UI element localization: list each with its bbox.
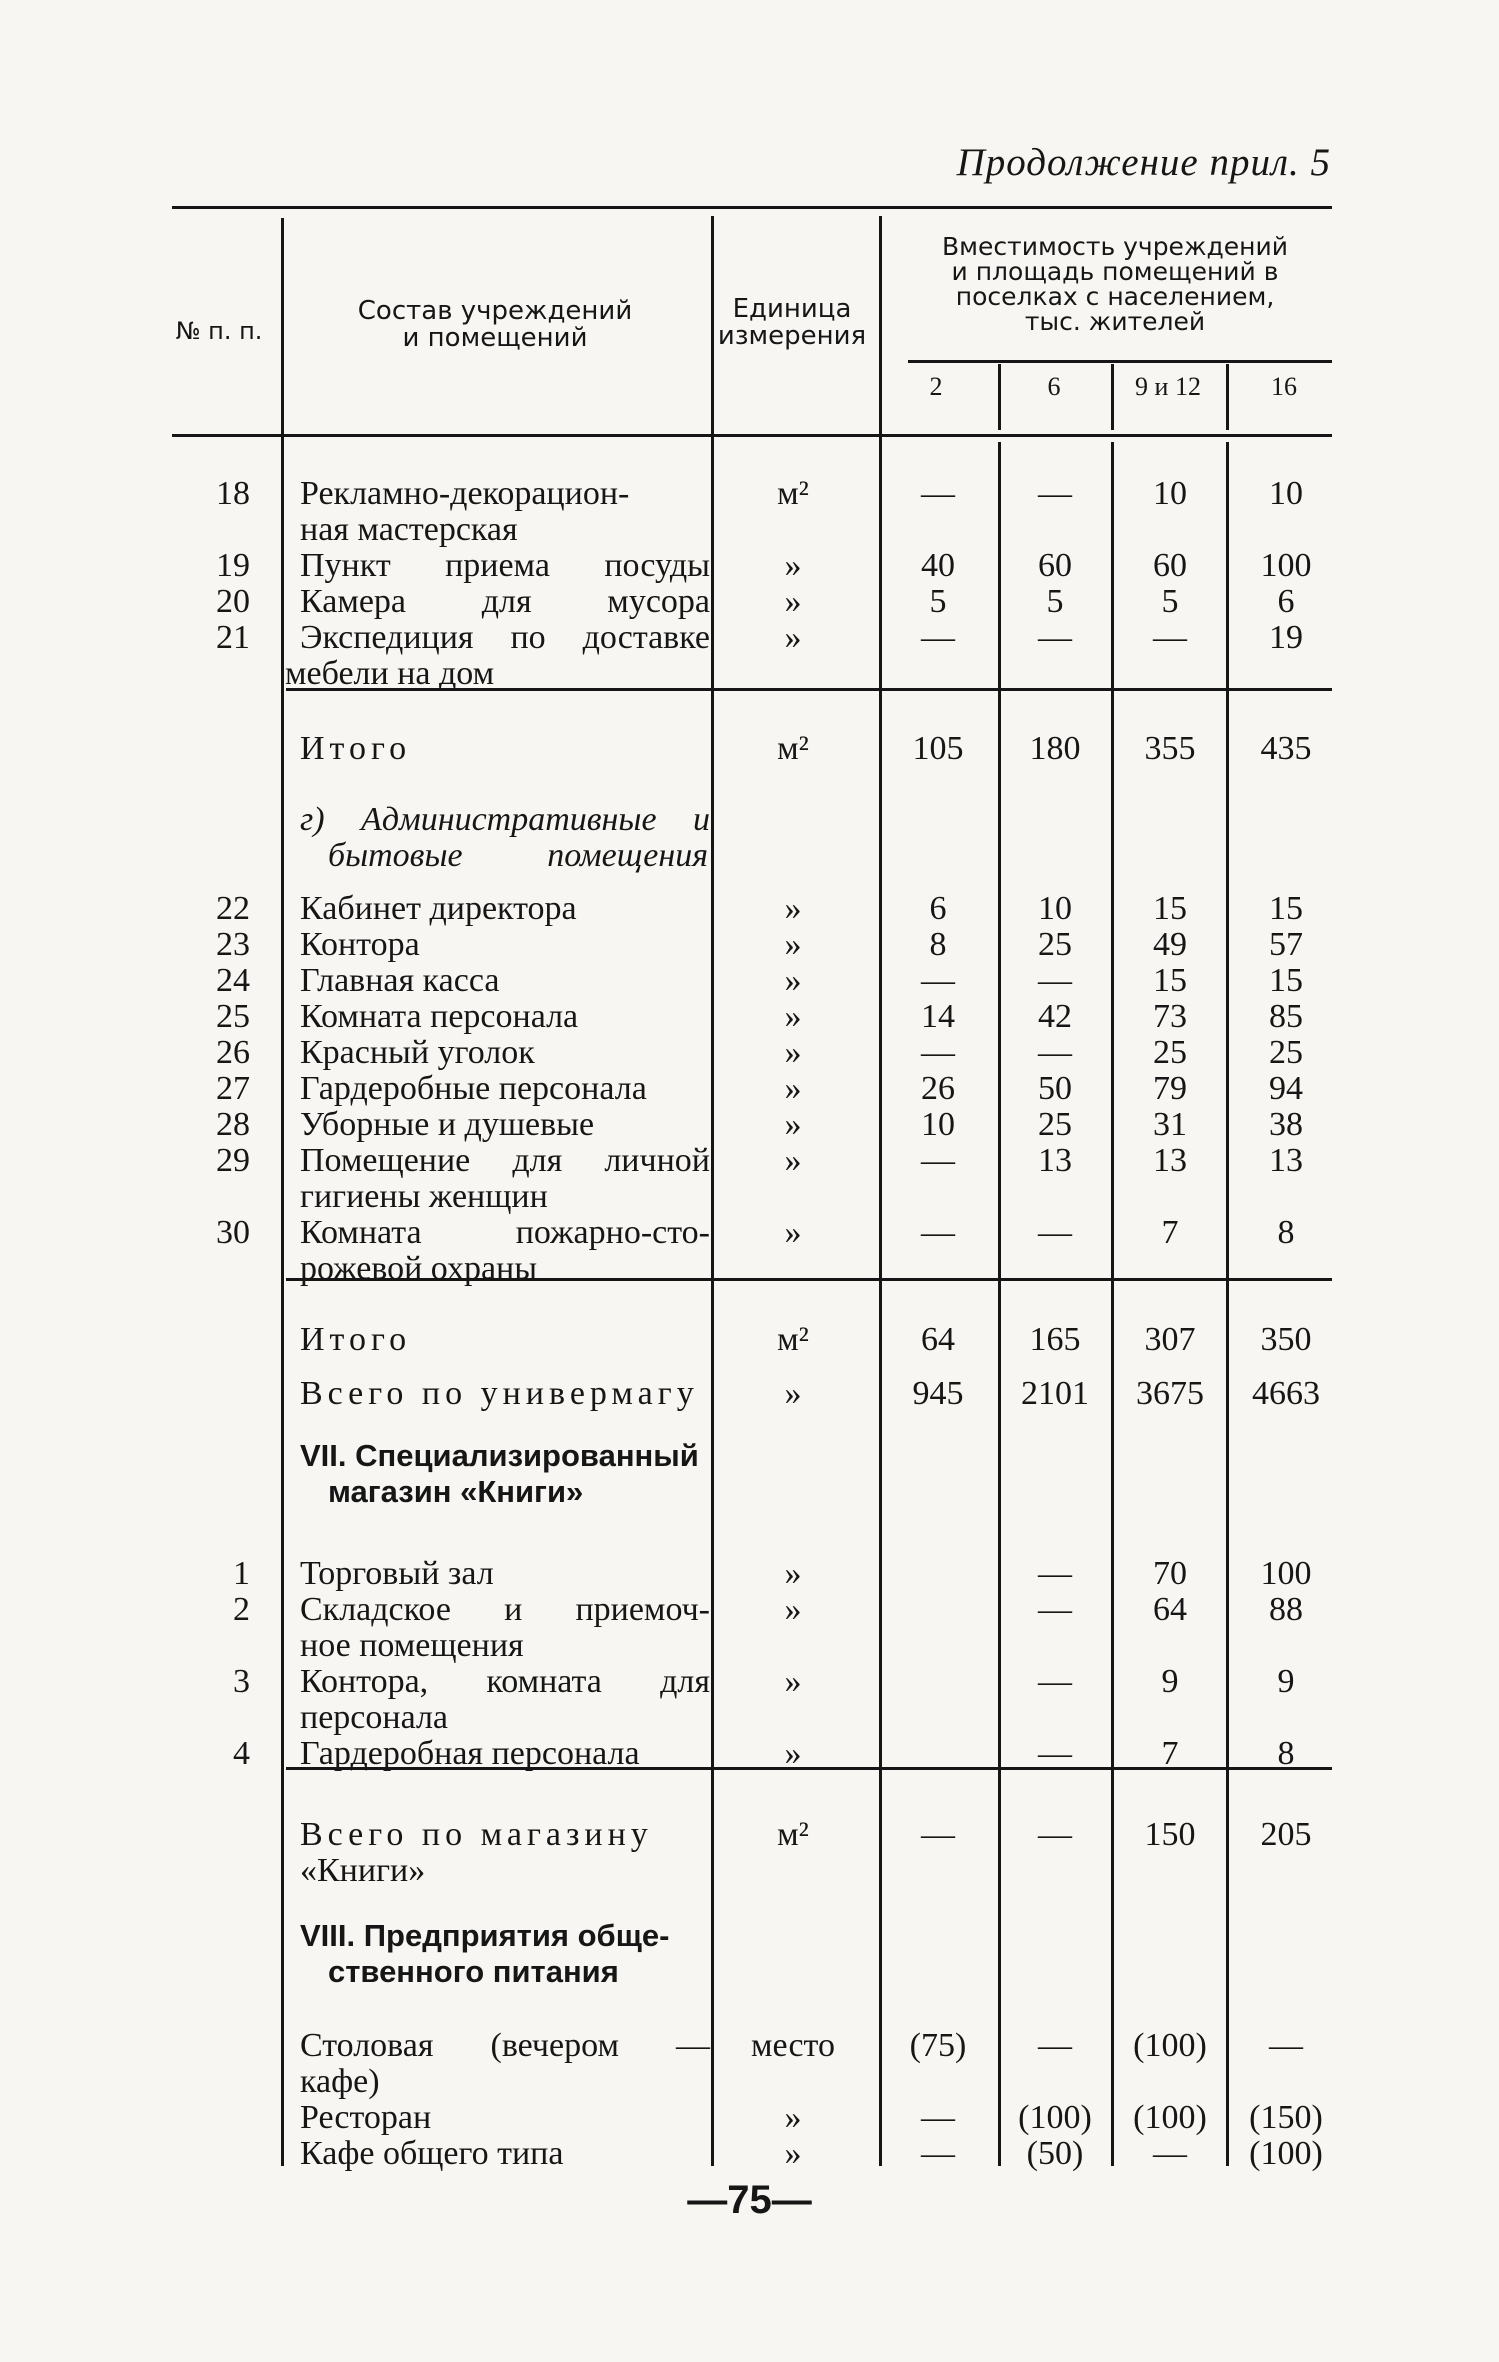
row-value-2: (75) <box>909 2027 967 2064</box>
row-name: г) Административные и <box>300 801 710 838</box>
row-value-6: — <box>1038 475 1072 512</box>
row-value-9-12: (100) <box>1133 2099 1207 2136</box>
row-value-6: 60 <box>1038 547 1072 584</box>
row-unit: » <box>784 1106 802 1143</box>
row-name: магазин «Книги» <box>328 1474 584 1509</box>
table-row <box>0 2100 1499 2136</box>
row-name: Красный уголок <box>300 1034 535 1071</box>
row-unit: » <box>784 2099 802 2136</box>
row-value-16: (150) <box>1249 2099 1323 2136</box>
table-row <box>0 2136 1499 2172</box>
row-value-9-12: 15 <box>1153 890 1187 927</box>
table-row <box>0 1700 1499 1736</box>
row-name: Пункт приема посуды <box>300 547 710 584</box>
row-value-16: 88 <box>1269 1591 1303 1628</box>
row-value-16: 6 <box>1277 583 1295 620</box>
row-name: Контора, комната для <box>300 1663 710 1700</box>
table-row <box>0 1817 1499 1853</box>
table-row <box>0 1853 1499 1889</box>
row-name: Итого <box>300 730 412 767</box>
row-name: Комната пожарно-сто- <box>300 1214 710 1251</box>
row-value-9-12: 355 <box>1144 730 1196 767</box>
row-value-9-12: 307 <box>1144 1321 1196 1358</box>
row-unit: место <box>751 2027 835 2064</box>
row-name: Главная касса <box>300 962 500 999</box>
row-value-2: — <box>921 1034 955 1071</box>
row-value-6: — <box>1038 2027 1072 2064</box>
row-value-2: 945 <box>912 1375 964 1412</box>
row-name: ное помещения <box>300 1627 524 1664</box>
row-name: VII. Специализированный <box>300 1438 699 1473</box>
row-value-9-12: 25 <box>1153 1034 1187 1071</box>
header-name-line2: и помещений <box>402 323 588 353</box>
subheader-6: 6 <box>1047 372 1061 401</box>
row-name: Камера для мусора <box>300 583 710 620</box>
table-row <box>0 999 1499 1035</box>
row-name: Рекламно-декорацион- <box>300 475 630 512</box>
row-number: 27 <box>216 1070 250 1107</box>
row-value-6: 180 <box>1029 730 1081 767</box>
row-name: Кафе общего типа <box>300 2135 564 2172</box>
row-value-9-12: 73 <box>1153 998 1187 1035</box>
row-value-2: 64 <box>921 1321 955 1358</box>
row-value-2: — <box>921 619 955 656</box>
header-capacity-line1: Вместимость учреждений <box>942 232 1288 261</box>
row-value-2: 10 <box>921 1106 955 1143</box>
column-separator <box>1226 364 1229 430</box>
row-name: гигиены женщин <box>300 1178 548 1215</box>
row-value-6: (50) <box>1026 2135 1084 2172</box>
table-row <box>0 656 1499 692</box>
row-name: Помещение для личной <box>300 1142 710 1179</box>
row-number: 20 <box>216 583 250 620</box>
row-name: Гардеробные персонала <box>300 1070 647 1107</box>
table-row <box>0 476 1499 512</box>
row-unit: » <box>784 1034 802 1071</box>
row-name: Уборные и душевые <box>300 1106 595 1143</box>
header-capacity <box>890 234 1340 334</box>
header-capacity-line3: поселках с населением, <box>955 282 1275 311</box>
header-unit <box>712 296 872 350</box>
row-value-16: 8 <box>1277 1735 1295 1772</box>
row-value-6: 2101 <box>1021 1375 1089 1412</box>
row-unit: » <box>784 890 802 927</box>
row-value-2: 5 <box>929 583 947 620</box>
row-unit: » <box>784 583 802 620</box>
row-value-16: 15 <box>1269 890 1303 927</box>
row-value-6: (100) <box>1018 2099 1092 2136</box>
row-value-16: 85 <box>1269 998 1303 1035</box>
row-value-9-12: 10 <box>1153 475 1187 512</box>
row-value-9-12: 70 <box>1153 1555 1187 1592</box>
table-row <box>0 584 1499 620</box>
row-name: Всего по универмагу <box>300 1375 699 1412</box>
table-row <box>0 1251 1499 1287</box>
row-unit: » <box>784 1142 802 1179</box>
row-value-9-12: (100) <box>1133 2027 1207 2064</box>
table-row <box>0 1376 1499 1412</box>
row-number: 24 <box>216 962 250 999</box>
column-separator <box>1111 364 1114 430</box>
row-value-16: 350 <box>1260 1321 1312 1358</box>
row-number: 4 <box>233 1735 250 1772</box>
row-number: 30 <box>216 1214 250 1251</box>
table-row <box>0 838 1499 874</box>
row-value-9-12: 9 <box>1161 1663 1179 1700</box>
row-name: рожевой охраны <box>300 1250 538 1287</box>
capacity-subheader-rule <box>908 360 1332 363</box>
row-value-16: 25 <box>1269 1034 1303 1071</box>
table-row <box>0 1143 1499 1179</box>
row-name: «Книги» <box>300 1852 426 1889</box>
table-row <box>0 1592 1499 1628</box>
row-value-9-12: 13 <box>1153 1142 1187 1179</box>
row-value-6: — <box>1038 1555 1072 1592</box>
row-value-9-12: 3675 <box>1136 1375 1204 1412</box>
row-name: бытовые помещения <box>328 837 708 874</box>
row-unit: м² <box>777 475 809 512</box>
row-value-9-12: 5 <box>1161 583 1179 620</box>
row-value-6: — <box>1038 1816 1072 1853</box>
row-value-2: 26 <box>921 1070 955 1107</box>
row-value-16: 15 <box>1269 962 1303 999</box>
row-unit: » <box>784 1375 802 1412</box>
table-row <box>0 548 1499 584</box>
row-value-16: 94 <box>1269 1070 1303 1107</box>
row-value-16: 205 <box>1260 1816 1312 1853</box>
table-row <box>0 1664 1499 1700</box>
header-name-line1: Состав учреждений <box>357 296 633 326</box>
row-name: Всего по магазину <box>300 1816 653 1853</box>
row-value-16: (100) <box>1249 2135 1323 2172</box>
row-value-9-12: 64 <box>1153 1591 1187 1628</box>
row-unit: » <box>784 1591 802 1628</box>
header-unit-line1: Единица <box>732 294 852 324</box>
row-value-2: — <box>921 475 955 512</box>
header-bottom-rule <box>172 434 1332 437</box>
row-number: 18 <box>216 475 250 512</box>
row-value-16: 435 <box>1260 730 1312 767</box>
row-value-9-12: 79 <box>1153 1070 1187 1107</box>
row-value-9-12: 15 <box>1153 962 1187 999</box>
row-name: Кабинет директора <box>300 890 577 927</box>
row-value-9-12: 7 <box>1161 1214 1179 1251</box>
page-number: —75— <box>687 2178 812 2222</box>
row-number: 22 <box>216 890 250 927</box>
row-value-2: — <box>921 2099 955 2136</box>
row-value-6: — <box>1038 1034 1072 1071</box>
row-value-2: — <box>921 962 955 999</box>
table-row <box>0 2064 1499 2100</box>
header-name <box>290 298 700 352</box>
row-value-6: 50 <box>1038 1070 1072 1107</box>
row-value-6: — <box>1038 1214 1072 1251</box>
table-row <box>0 1556 1499 1592</box>
row-number: 23 <box>216 926 250 963</box>
row-name: Столовая (вечером — <box>300 2027 710 2064</box>
row-value-6: — <box>1038 1735 1072 1772</box>
row-value-2: 8 <box>929 926 947 963</box>
table-row <box>0 1215 1499 1251</box>
row-value-16: 100 <box>1260 1555 1312 1592</box>
row-value-9-12: 150 <box>1144 1816 1196 1853</box>
column-separator <box>998 364 1001 430</box>
row-value-6: 5 <box>1046 583 1064 620</box>
subheader-9-12: 9 и 12 <box>1135 372 1201 401</box>
row-name: ственного питания <box>328 1954 619 1989</box>
header-capacity-line2: и площадь помещений в <box>951 257 1279 286</box>
row-unit: » <box>784 2135 802 2172</box>
row-number: 25 <box>216 998 250 1035</box>
row-value-16: 9 <box>1277 1663 1295 1700</box>
row-value-6: — <box>1038 1663 1072 1700</box>
row-value-2: 14 <box>921 998 955 1035</box>
row-value-16: 10 <box>1269 475 1303 512</box>
row-number: 1 <box>233 1555 250 1592</box>
row-name: кафе) <box>300 2063 380 2100</box>
row-number: 21 <box>216 619 250 656</box>
row-value-6: 10 <box>1038 890 1072 927</box>
row-value-2: — <box>921 2135 955 2172</box>
table-row <box>0 1035 1499 1071</box>
table-row <box>0 963 1499 999</box>
row-unit: м² <box>777 730 809 767</box>
row-name: Контора <box>300 926 420 963</box>
row-name: Складское и приемоч- <box>300 1591 710 1628</box>
table-row <box>0 1322 1499 1358</box>
row-value-16: 4663 <box>1252 1375 1320 1412</box>
table-row <box>0 512 1499 548</box>
column-separator <box>1111 442 1114 2166</box>
row-value-6: 165 <box>1029 1321 1081 1358</box>
row-value-6: 25 <box>1038 926 1072 963</box>
row-value-2: — <box>921 1214 955 1251</box>
row-value-6: 25 <box>1038 1106 1072 1143</box>
row-value-6: — <box>1038 619 1072 656</box>
row-unit: » <box>784 1663 802 1700</box>
row-value-16: 19 <box>1269 619 1303 656</box>
row-value-16: 100 <box>1260 547 1312 584</box>
row-name: Итого <box>300 1321 412 1358</box>
row-value-16: 57 <box>1269 926 1303 963</box>
row-name: персонала <box>300 1699 449 1736</box>
row-value-2: — <box>921 1816 955 1853</box>
row-unit: » <box>784 1735 802 1772</box>
row-value-9-12: — <box>1153 619 1187 656</box>
row-number: 29 <box>216 1142 250 1179</box>
row-unit: » <box>784 926 802 963</box>
header-unit-line2: измерения <box>717 321 867 351</box>
table-row <box>0 1474 1499 1510</box>
table-row <box>0 927 1499 963</box>
row-unit: » <box>784 962 802 999</box>
row-number: 28 <box>216 1106 250 1143</box>
table-row <box>0 1918 1499 1954</box>
row-value-6: 42 <box>1038 998 1072 1035</box>
table-row <box>0 2028 1499 2064</box>
column-separator <box>998 442 1001 2166</box>
row-value-6: — <box>1038 962 1072 999</box>
row-number: 2 <box>233 1591 250 1628</box>
row-value-16: 8 <box>1277 1214 1295 1251</box>
row-number: 3 <box>233 1663 250 1700</box>
table-row <box>0 1071 1499 1107</box>
header-top-rule <box>172 206 1332 209</box>
row-number: 19 <box>216 547 250 584</box>
row-value-6: — <box>1038 1591 1072 1628</box>
row-value-9-12: — <box>1153 2135 1187 2172</box>
row-value-2: 40 <box>921 547 955 584</box>
row-name: VIII. Предприятия обще- <box>300 1918 670 1953</box>
row-name: Экспедиция по доставке <box>300 619 710 656</box>
row-value-2: 6 <box>929 890 947 927</box>
subheader-2: 2 <box>929 372 943 401</box>
subheader-16: 16 <box>1271 372 1297 401</box>
row-unit: » <box>784 1214 802 1251</box>
row-name: мебели на дом <box>285 655 495 692</box>
row-value-2: — <box>921 1142 955 1179</box>
row-unit: м² <box>777 1816 809 1853</box>
row-value-9-12: 60 <box>1153 547 1187 584</box>
row-value-16: 13 <box>1269 1142 1303 1179</box>
row-name: Комната персонала <box>300 998 579 1035</box>
column-separator <box>1226 442 1229 2166</box>
row-name: Гардеробная персонала <box>300 1735 640 1772</box>
table-row <box>0 1736 1499 1772</box>
table-row <box>0 802 1499 838</box>
table-row <box>0 891 1499 927</box>
table-row <box>0 1179 1499 1215</box>
row-value-2: 105 <box>912 730 964 767</box>
row-unit: » <box>784 547 802 584</box>
table-row <box>0 1954 1499 1990</box>
row-value-16: 38 <box>1269 1106 1303 1143</box>
row-name: ная мастерская <box>300 511 518 548</box>
row-number: 26 <box>216 1034 250 1071</box>
row-name: Торговый зал <box>300 1555 494 1592</box>
row-unit: » <box>784 998 802 1035</box>
page-caption: Продолжение прил. 5 <box>956 141 1331 184</box>
table-row <box>0 1628 1499 1664</box>
row-unit: » <box>784 1070 802 1107</box>
row-value-9-12: 49 <box>1153 926 1187 963</box>
row-unit: » <box>784 619 802 656</box>
row-value-16: — <box>1269 2027 1303 2064</box>
row-value-9-12: 31 <box>1153 1106 1187 1143</box>
header-capacity-line4: тыс. жителей <box>1024 307 1206 336</box>
row-unit: м² <box>777 1321 809 1358</box>
row-name: Ресторан <box>300 2099 432 2136</box>
row-unit: » <box>784 1555 802 1592</box>
row-value-9-12: 7 <box>1161 1735 1179 1772</box>
table-row <box>0 731 1499 767</box>
table-row <box>0 1107 1499 1143</box>
table-row <box>0 1438 1499 1474</box>
table-row <box>0 620 1499 656</box>
header-number: № п. п. <box>175 317 263 345</box>
row-value-6: 13 <box>1038 1142 1072 1179</box>
